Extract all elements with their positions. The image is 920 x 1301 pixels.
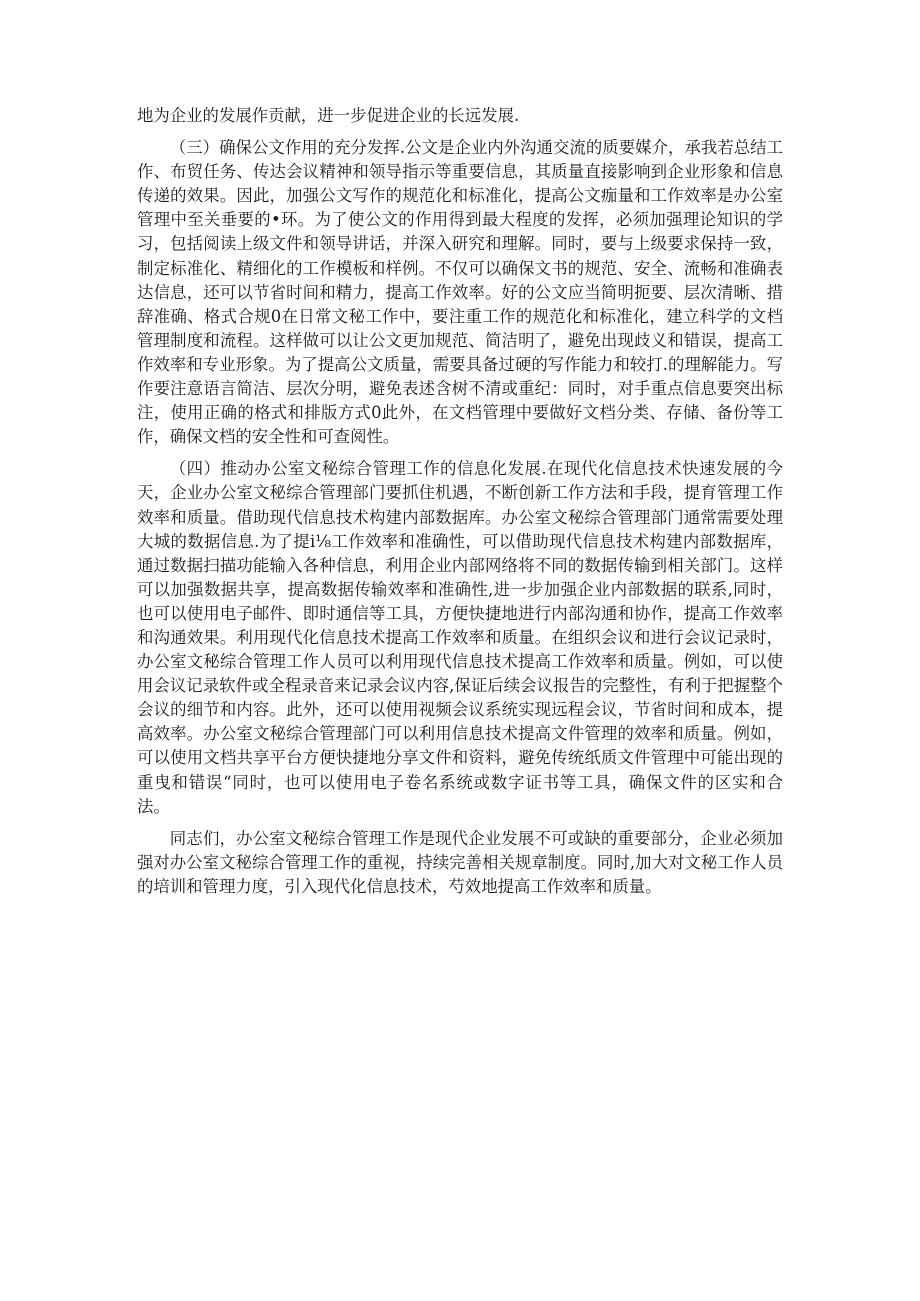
paragraph-continuation: 地为企业的发展作贡献，进一步促进企业的长远发展. bbox=[137, 106, 520, 125]
paragraph-section-four: （四）推动办公室文秘综合管理工作的信息化发展.在现代化信息技术快速发展的今天，企业办公室文秘综合管理部门要抓住机遇，不断创新工作方法和手段，提育管理工作效率和质量。借助现代信息技术构建内部数据库。办公室文秘综合管理部门通常需要处理大城的数据信息.为了提i⅛工作效率和准确性，可以借助现代信息技术构建内部数据库，通过数据扫描功能输入各种信息，利用企业内部网络将不同的数据传输到相关部门。这样可以加强数据共享，提高数据传输效率和准确性,进一步加强企业内部数据的联系,同时，也可以使用电子邮件、即时通信等工具，方便快捷地进行内部沟通和协作，提高工作效率和沟通效果。利用现代化信息技术提高工作效率和质量。在组织会议和进行会议记录时，办公室文秘综合管理工作人员可以利用现代信息技术提高工作效率和质量。例如，可以使用会议记录软件或全程录音来记录会议内容,保证后续会议报告的完整性，有利于把握整个会议的细节和内容。此外，还可以使用视频会议系统实现远程会议，节省时间和成本，提高效率。办公室文秘综合管理部门可以利用信息技术提高文件管理的效率和质量。例如，可以使用文档共享平台方便快捷地分享文件和资料，避免传统纸质文件管理中可能出现的重曳和错误“同时，也可以使用电子卷名系统或数字证书等工具，确保文件的区实和合法。 bbox=[137, 459, 783, 816]
document-body bbox=[137, 104, 783, 907]
paragraph-conclusion: 同志们，办公室文秘综合管理工作是现代企业发展不可或缺的重要部分，企业必须加强对办公室文秘综合管理工作的重视，持续完善相关规章制度。同时,加大对文秘工作人员的培训和管理力度，引入现代化信息技术，芍效地提高工作效率和质量。 bbox=[137, 828, 783, 896]
paragraph-section-three: （三）确保公文作用的充分发挥.公文是企业内外沟通交流的质要媒介，承我若总结工作、布贸任务、传达会议精神和领导指示等重要信息，其质量直接影响到企业形象和信息传递的效果。因此，加强公文写作的规范化和标准化，提高公文痂量和工作效率是办公室管理中至关垂要的•环。为了使公文的作用得到最大程度的发挥，必须加强理论知识的学习，包括阅读上级文件和领导讲话，并深入研究和理解。同时，要与上级要求保持一致，制定标准化、精细化的工作模板和样例。不仅可以确保文书的规范、安全、流畅和准确表达信息，还可以节省时间和精力，提高工作效率。好的公文应当简明扼要、层次清晰、措辞准确、格式合规0在日常文秘工作中，要注重工作的规范化和标准化，建立科学的文档管理制度和流程。这样做可以让公文更加规范、简洁明了，避免出现歧义和错误，提高工作效率和专业形象。为了提高公文质量，需要具备过硬的写作能力和较打.的理解能力。写作要注意语言简洁、层次分明，避免表述含树不清或重纪：同时，对手重点信息要突出标注，使用正确的格式和排版方式0此外，在文档管理中要做好文档分类、存储、备份等工作，确保文档的安全性和可查阅性。 bbox=[137, 138, 783, 447]
